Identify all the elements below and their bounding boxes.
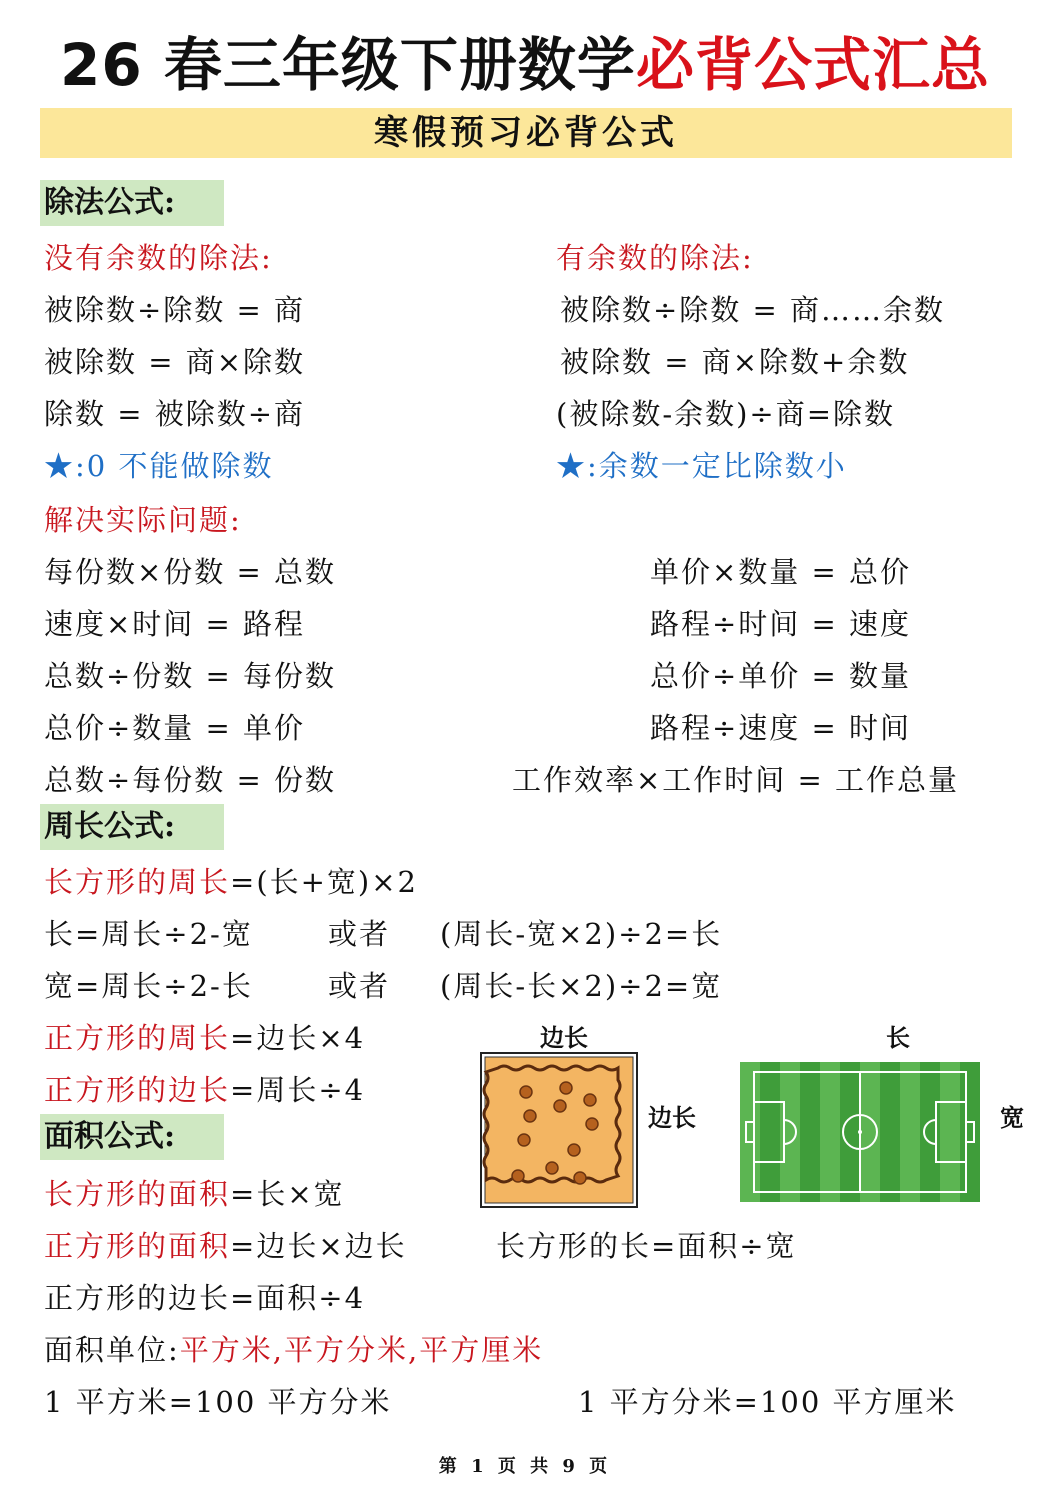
division-left-heading: 没有余数的除法: <box>44 241 273 275</box>
square-perimeter-line <box>44 1016 365 1057</box>
page-footer: 第 1 页 共 9 页 <box>438 1456 612 1477</box>
practical-right-line: 工作效率×工作时间 = 工作总量 <box>512 763 960 797</box>
length-or: 或者 <box>328 917 391 951</box>
square-side-area-formula: 正方形的边长=面积÷4 <box>44 1281 366 1315</box>
division-right-heading: 有余数的除法: <box>556 241 754 275</box>
length-alt-formula: (周长-宽×2)÷2=长 <box>440 917 723 951</box>
square-area-formula: =边长×边长 <box>230 1229 407 1263</box>
rect-area-label: 长方形的面积 <box>44 1177 231 1211</box>
square-area-line <box>44 1224 407 1265</box>
rect-area-line <box>44 1172 345 1213</box>
title-main: 26 春三年级下册数学 <box>60 31 636 99</box>
square-tray-image <box>480 1052 638 1208</box>
practical-right-line: 总价÷单价 = 数量 <box>650 659 912 693</box>
division-right-line: 被除数 = 商×除数+余数 <box>560 345 910 379</box>
practical-left-line: 总数÷份数 = 每份数 <box>44 659 337 693</box>
square-perimeter-label: 正方形的周长 <box>44 1021 231 1055</box>
section-banner: 寒假预习必背公式 <box>40 108 1012 158</box>
square-side-formula: =周长÷4 <box>230 1073 366 1107</box>
field-right-label: 宽 <box>1000 1103 1024 1132</box>
division-left-line: 被除数 = 商×除数 <box>44 345 306 379</box>
rect-perimeter-line <box>44 860 418 901</box>
soccer-field-image <box>740 1062 980 1202</box>
practical-right-line: 路程÷速度 = 时间 <box>650 711 912 745</box>
division-left-note: ★:0 不能做除数 <box>44 449 274 483</box>
rect-area-formula: =长×宽 <box>230 1177 345 1211</box>
division-right-note: ★:余数一定比除数小 <box>556 449 847 483</box>
rect-perimeter-label: 长方形的周长 <box>44 865 231 899</box>
conversion-right: 1 平方分米=100 平方厘米 <box>578 1385 957 1419</box>
square-area-label: 正方形的面积 <box>44 1229 231 1263</box>
practical-heading: 解决实际问题: <box>44 503 242 537</box>
division-left-line: 被除数÷除数 = 商 <box>44 293 306 327</box>
rect-perimeter-formula: =(长+宽)×2 <box>230 865 418 899</box>
division-left-line: 除数 = 被除数÷商 <box>44 397 306 431</box>
square-top-label: 边长 <box>540 1023 588 1052</box>
field-top-label: 长 <box>886 1023 910 1052</box>
square-perimeter-formula: =边长×4 <box>230 1021 366 1055</box>
square-right-label: 边长 <box>648 1103 696 1132</box>
division-tag: 除法公式: <box>40 180 224 226</box>
practical-left-line: 总价÷数量 = 单价 <box>44 711 306 745</box>
area-tag: 面积公式: <box>40 1114 224 1160</box>
title-highlight: 必背公式汇总 <box>635 31 990 99</box>
square-side-label: 正方形的边长 <box>44 1073 231 1107</box>
practical-left-line: 每份数×份数 = 总数 <box>44 555 337 589</box>
page-title <box>0 18 1050 102</box>
practical-left-line: 总数÷每份数 = 份数 <box>44 763 337 797</box>
area-units-value: 平方米,平方分米,平方厘米 <box>179 1333 544 1367</box>
perimeter-tag: 周长公式: <box>40 804 224 850</box>
practical-right-line: 路程÷时间 = 速度 <box>650 607 912 641</box>
division-right-line: 被除数÷除数 = 商……余数 <box>560 293 946 327</box>
square-side-line <box>44 1068 365 1109</box>
practical-right-line: 单价×数量 = 总价 <box>650 555 912 589</box>
area-units-label: 面积单位: <box>44 1333 180 1367</box>
division-right-line: (被除数-余数)÷商=除数 <box>556 397 896 431</box>
rect-length-formula: 长方形的长=面积÷宽 <box>496 1229 797 1263</box>
length-formula: 长=周长÷2-宽 <box>44 917 253 951</box>
width-formula: 宽=周长÷2-长 <box>44 969 253 1003</box>
practical-left-line: 速度×时间 = 路程 <box>44 607 306 641</box>
width-or: 或者 <box>328 969 391 1003</box>
width-alt-formula: (周长-长×2)÷2=宽 <box>440 969 723 1003</box>
area-units-line <box>44 1328 543 1369</box>
conversion-left: 1 平方米=100 平方分米 <box>44 1385 392 1419</box>
